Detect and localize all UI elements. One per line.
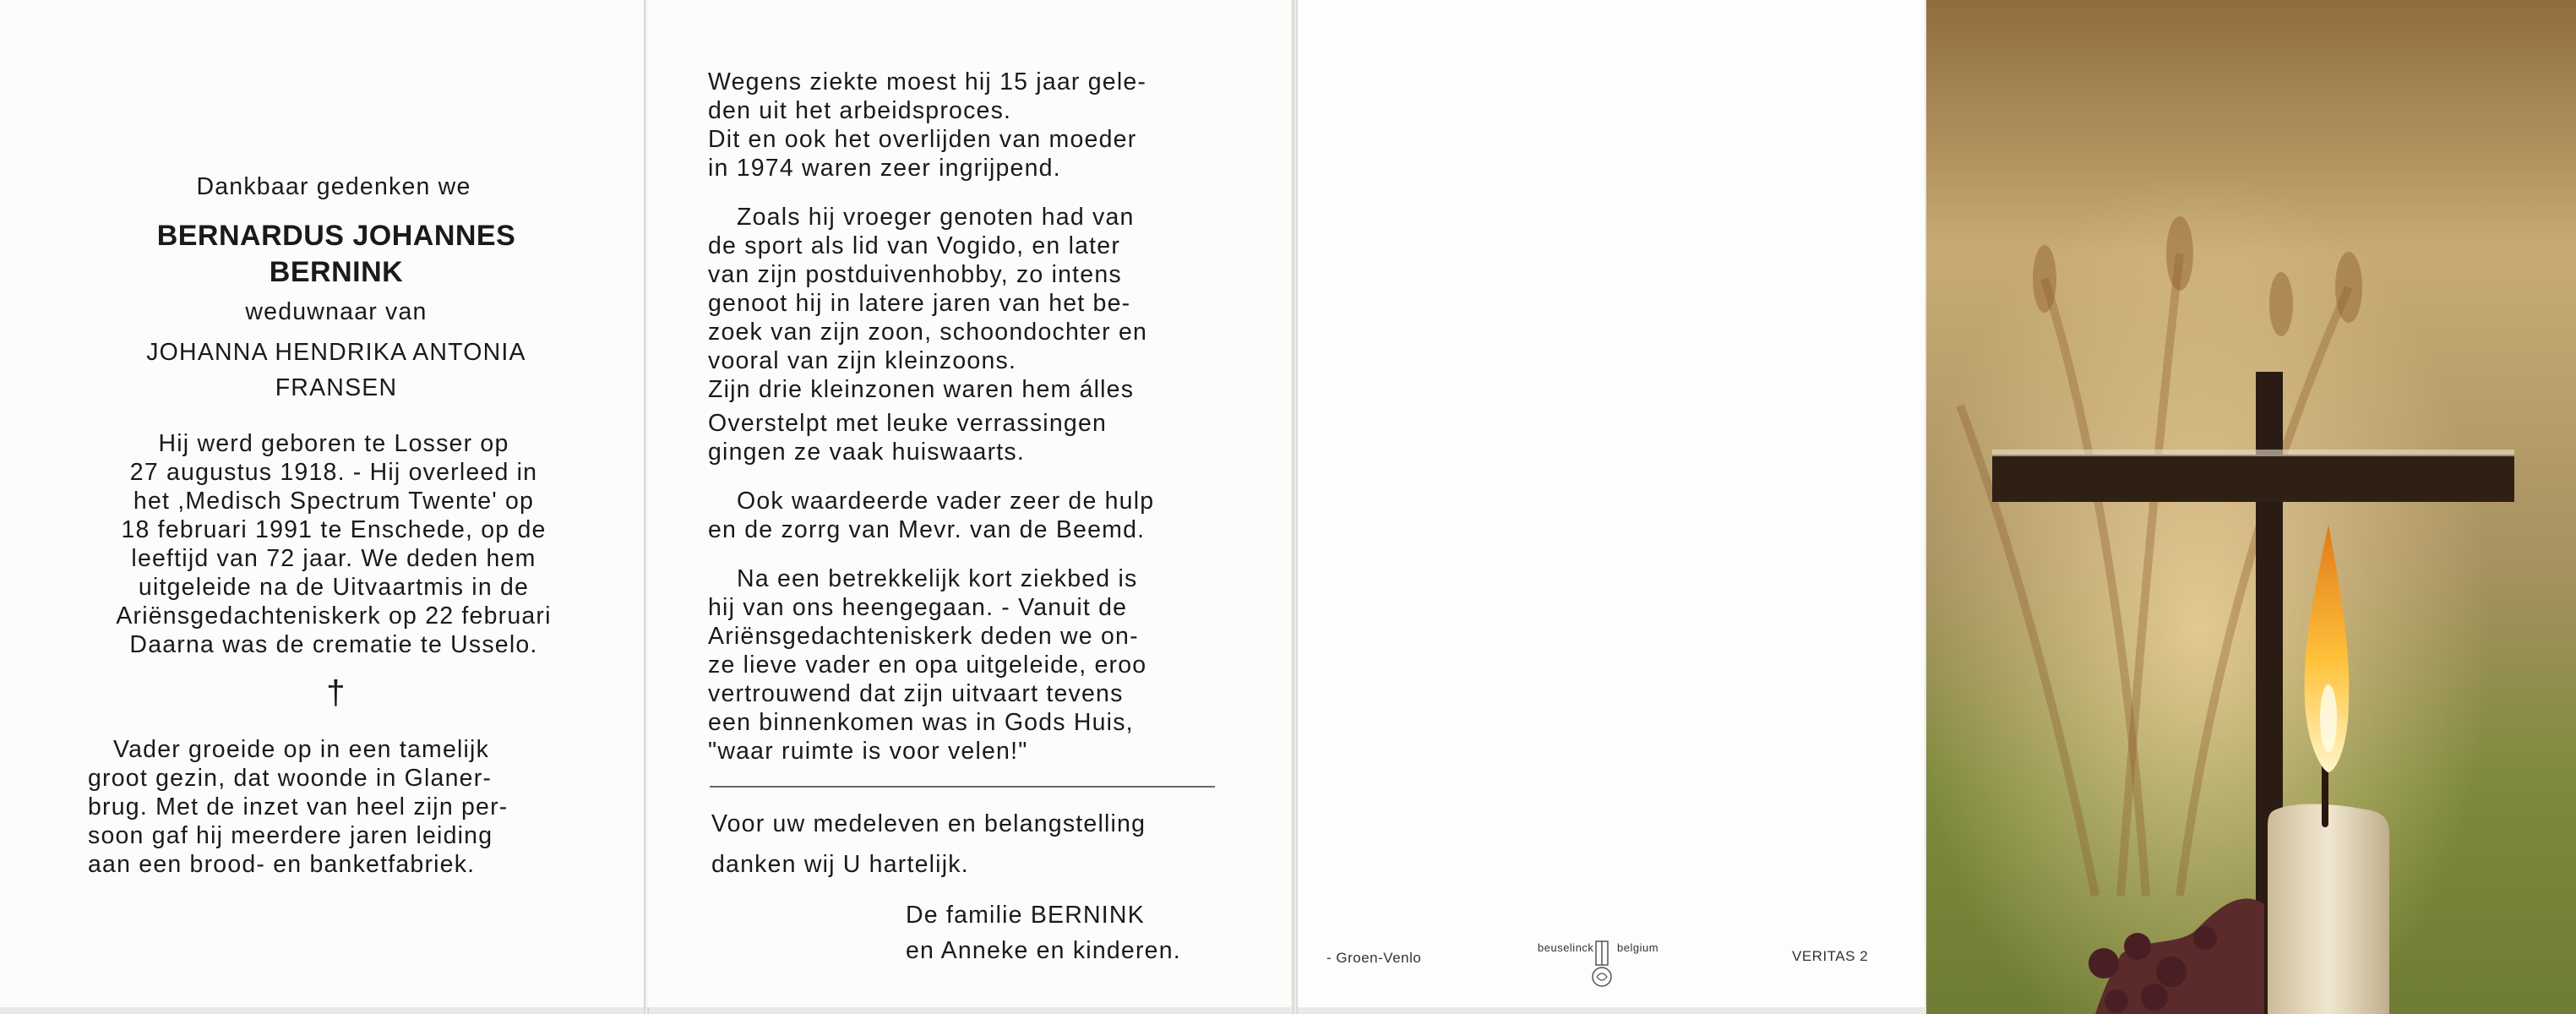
widower-text: weduwnaar van — [245, 298, 428, 325]
cross-symbol: † — [326, 674, 346, 711]
text-line: zoek van zijn zoon, schoondochter en — [708, 319, 1148, 346]
bio-line: het ,Medisch Spectrum Twente' op — [133, 488, 535, 515]
spouse-name-line2: FRANSEN — [275, 374, 398, 401]
text-line: een binnenkomen was in Gods Huis, — [708, 709, 1134, 736]
publisher-name: beuselinck — [1538, 941, 1594, 954]
text-line: hij van ons heengegaan. - Vanuit de — [708, 594, 1128, 621]
signature-line: De familie BERNINK — [906, 902, 1145, 929]
signature-line: en Anneke en kinderen. — [906, 937, 1181, 964]
bio-line: Ariënsgedachteniskerk op 22 februari — [116, 602, 552, 630]
candle-cross-photo — [1926, 0, 2576, 1014]
publisher-emblem-icon — [1590, 940, 1614, 994]
text-line: Ook waardeerde vader zeer de hulp — [737, 488, 1155, 515]
text-line: in 1974 waren zeer ingrijpend. — [708, 155, 1061, 182]
text-line: van zijn postduivenhobby, zo intens — [708, 261, 1122, 288]
separator-line — [710, 786, 1215, 788]
story-line: groot gezin, dat woonde in Glaner- — [88, 765, 493, 792]
text-line: "waar ruimte is voor velen!" — [708, 738, 1028, 765]
text-line: Dit en ook het overlijden van moeder — [708, 126, 1137, 153]
bio-line: 18 februari 1991 te Enschede, op de — [121, 516, 547, 543]
bio-line: leeftijd van 72 jaar. We deden hem — [131, 545, 536, 572]
intro-text: Dankbaar gedenken we — [196, 173, 471, 200]
story-line: soon gaf hij meerdere jaren leiding — [88, 822, 493, 849]
story-line: brug. Met de inzet van heel zijn per- — [88, 793, 509, 820]
story-line: aan een brood- en banketfabriek. — [88, 851, 476, 878]
story-line: Vader groeide op in een tamelijk — [113, 736, 490, 763]
text-line: Overstelpt met leuke verrassingen — [708, 410, 1108, 437]
card-inner-left-panel — [0, 0, 645, 1007]
deceased-name-line2: BERNINK — [269, 256, 404, 288]
text-line: vertrouwend dat zijn uitvaart tevens — [708, 680, 1124, 707]
printer-credit: - Groen-Venlo — [1326, 950, 1422, 966]
bio-line: Daarna was de crematie te Usselo. — [129, 631, 538, 658]
thanks-line: Voor uw medeleven en belangstelling — [711, 810, 1146, 837]
bio-line: uitgeleide na de Uitvaartmis in de — [138, 574, 530, 601]
card-back-panel — [1298, 0, 1925, 1007]
text-line: Ariënsgedachteniskerk deden we on- — [708, 623, 1139, 650]
text-line: den uit het arbeidsproces. — [708, 97, 1012, 124]
text-line: ze lieve vader en opa uitgeleide, eroo — [708, 651, 1147, 679]
publisher-logo — [1538, 940, 1664, 995]
bio-line: 27 augustus 1918. - Hij overleed in — [129, 459, 538, 486]
thanks-line: danken wij U hartelijk. — [711, 851, 969, 878]
cross-beam — [1992, 455, 2514, 502]
text-line: de sport als lid van Vogido, en later — [708, 232, 1121, 259]
candle — [2268, 804, 2389, 1014]
text-line: Zijn drie kleinzonen waren hem álles — [708, 376, 1135, 403]
text-line: Wegens ziekte moest hij 15 jaar gele- — [708, 68, 1147, 95]
text-line: en de zorrg van Mevr. van de Beemd. — [708, 516, 1146, 543]
series-label: VERITAS 2 — [1792, 948, 1869, 964]
text-line: genoot hij in latere jaren van het be- — [708, 290, 1131, 317]
spouse-name-line1: JOHANNA HENDRIKA ANTONIA — [146, 339, 526, 366]
text-line: gingen ze vaak huiswaarts. — [708, 439, 1025, 466]
card-cover-photo — [1926, 0, 2576, 1014]
text-line: Zoals hij vroeger genoten had van — [737, 204, 1135, 231]
publisher-country: belgium — [1617, 941, 1659, 954]
text-line: vooral van zijn kleinzoons. — [708, 347, 1017, 374]
deceased-name-line1: BERNARDUS JOHANNES — [156, 220, 516, 252]
bio-line: Hij werd geboren te Losser op — [158, 430, 509, 457]
text-line: Na een betrekkelijk kort ziekbed is — [737, 565, 1138, 592]
